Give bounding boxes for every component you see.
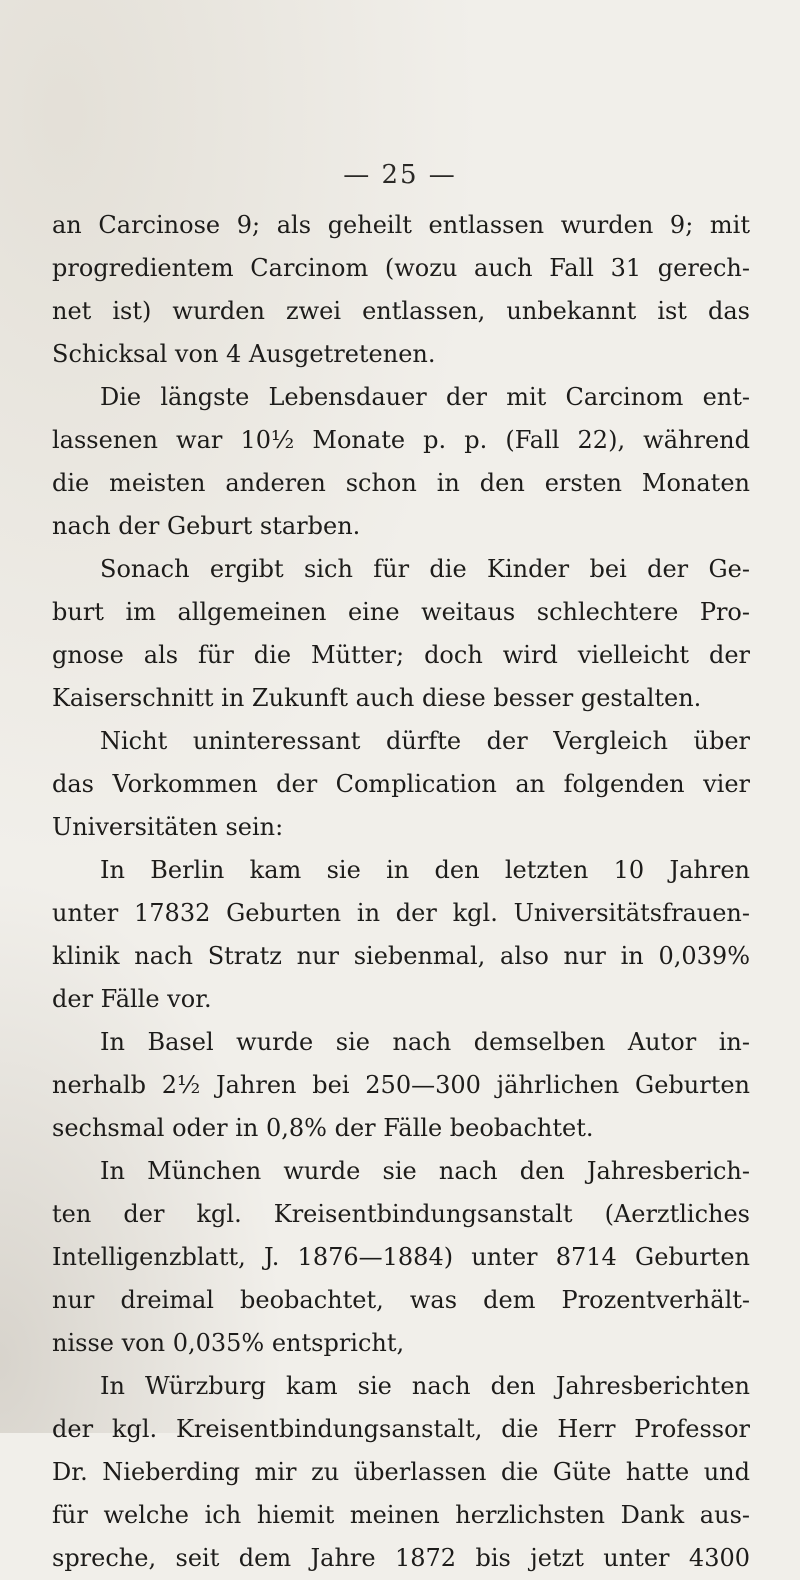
text-line: Intelligenzblatt, J. 1876—1884) unter 8714 Geburten (52, 1243, 750, 1271)
text-line: net ist) wurden zwei entlassen, unbekannt ist das (52, 297, 750, 325)
text-line: klinik nach Stratz nur siebenmal, also nur in 0,039% (52, 942, 750, 970)
text-line: nisse von 0,035% entspricht, (52, 1329, 405, 1357)
text-line: In München wurde sie nach den Jahresberich- (100, 1157, 750, 1185)
page-number: — 25 — (343, 160, 457, 190)
text-line: lassenen war 10½ Monate p. p. (Fall 22), während (52, 426, 750, 454)
text-line: In Berlin kam sie in den letzten 10 Jahren (100, 856, 750, 884)
text-line: die meisten anderen schon in den ersten Monaten (52, 469, 750, 497)
text-line: unter 17832 Geburten in der kgl. Universitätsfrauen- (52, 899, 750, 927)
text-line: das Vorkommen der Complication an folgenden vier (52, 770, 750, 798)
text-line: für welche ich hiemit meinen herzlichsten Dank aus- (52, 1501, 750, 1529)
text-line: Schicksal von 4 Ausgetretenen. (52, 340, 436, 368)
text-line: sechsmal oder in 0,8% der Fälle beobachtet. (52, 1114, 594, 1142)
text-line: an Carcinose 9; als geheilt entlassen wurden 9; mit (52, 211, 750, 239)
text-line: progredientem Carcinom (wozu auch Fall 31 gerech- (52, 254, 750, 282)
text-line: In Basel wurde sie nach demselben Autor in- (100, 1028, 750, 1056)
text-line: Kaiserschnitt in Zukunft auch diese besser gestalten. (52, 684, 702, 712)
text-line: der kgl. Kreisentbindungsanstalt, die Herr Professor (52, 1415, 750, 1443)
text-line: nach der Geburt starben. (52, 512, 361, 540)
text-line: Sonach ergibt sich für die Kinder bei der Ge- (100, 555, 750, 583)
text-line: burt im allgemeinen eine weitaus schlechtere Pro- (52, 598, 750, 626)
text-line: Universitäten sein: (52, 813, 284, 841)
text-line: Nicht uninteressant dürfte der Vergleich über (100, 727, 750, 755)
text-line: spreche, seit dem Jahre 1872 bis jetzt unter 4300 (52, 1544, 750, 1572)
text-line: der Fälle vor. (52, 985, 212, 1013)
text-line: gnose als für die Mütter; doch wird vielleicht der (52, 641, 750, 669)
body-text (52, 204, 750, 1580)
text-line: ten der kgl. Kreisentbindungsanstalt (Aerztliches (52, 1200, 750, 1228)
text-line: nerhalb 2½ Jahren bei 250—300 jährlichen Geburten (52, 1071, 750, 1099)
text-line: Die längste Lebensdauer der mit Carcinom ent- (100, 383, 750, 411)
text-line: nur dreimal beobachtet, was dem Prozentverhält- (52, 1286, 750, 1314)
text-line: In Würzburg kam sie nach den Jahresberichten (100, 1372, 750, 1400)
text-line: Dr. Nieberding mir zu überlassen die Güte hatte und (52, 1458, 750, 1486)
